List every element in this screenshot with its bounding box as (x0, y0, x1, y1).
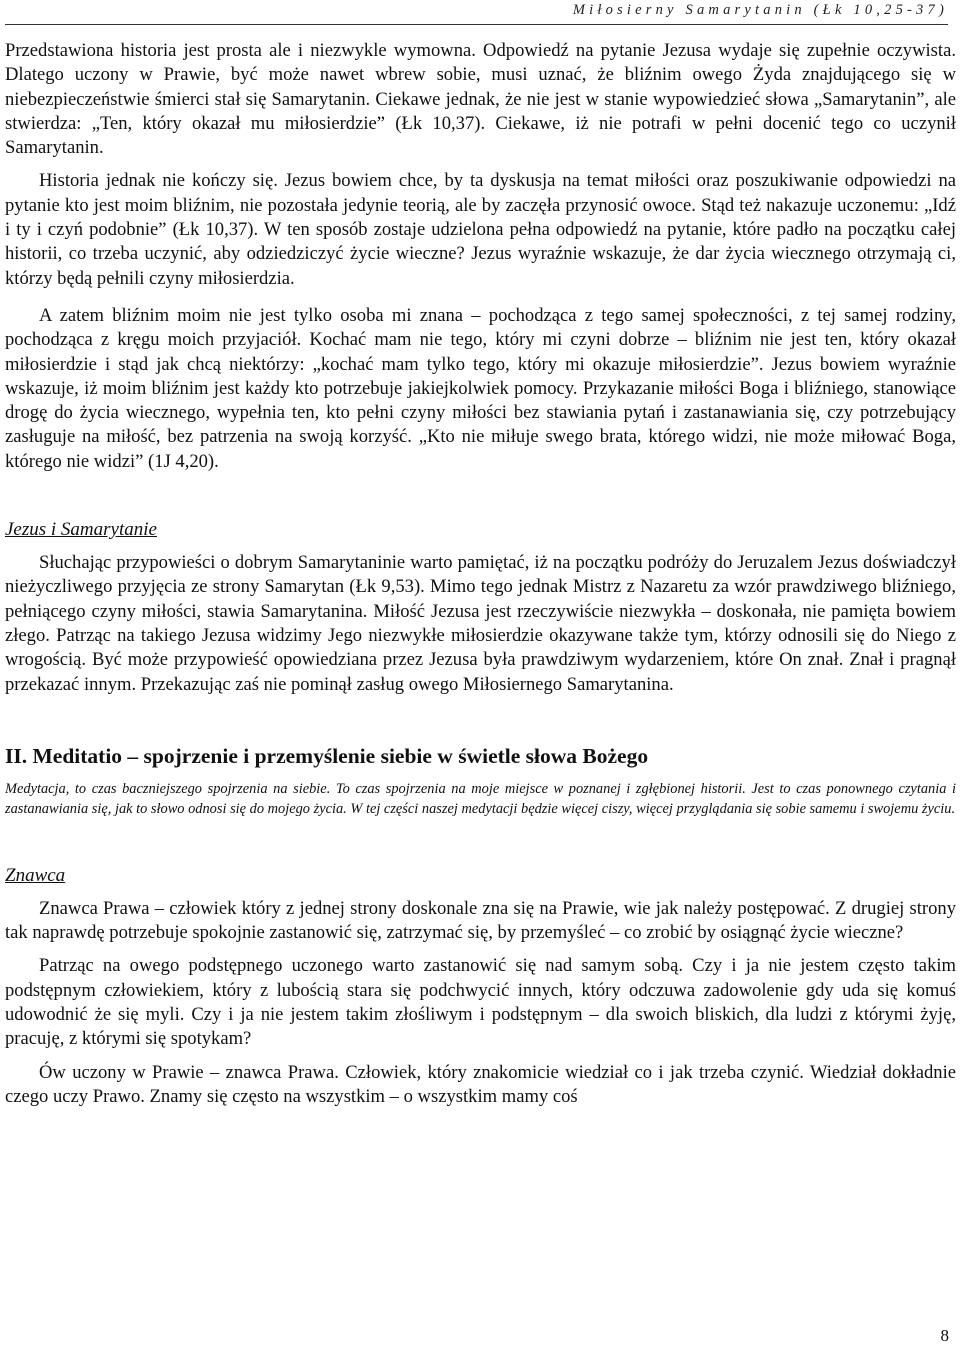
meditatio-intro: Medytacja, to czas baczniejszego spojrzenia na siebie. To czas spojrzenia na moje miejsce w poznanej i zgłębionej historii. Jest to czas ponownego czytania i zastanawiania się, jak to słowo odnosi się do mojego życia. W tej części naszej medytacji będzie więcej ciszy, więcej przyglądania się sobie samemu i swojemu życiu. (5, 780, 956, 818)
paragraph-jezus-i-samarytanie: Słuchając przypowieści o dobrym Samarytaninie warto pamiętać, iż na początku podróży do Jeruzalem Jezus doświadczył nieżyczliwego przyjęcia ze strony Samarytan (Łk 9,53). Mimo tego jednak Mistrz z Nazaretu za wzór prawdziwego bliźniego, pełniącego czyny miłości, stawia Samarytanina. Miłość Jezusa jest rzeczywiście niezwykła – doskonała, nie pamięta bowiem złego. Patrząc na takiego Jezusa widzimy Jego niezwykłe miłosierdzie okazywane także tym, którzy odnosili się do Niego z wrogością. Być może przypowieść opowiedziana przez Jezusa była prawdziwym wydarzeniem, które On znał. Znał i pragnął przekazać innym. Przekazując zaś nie pominął zasług owego Miłosiernego Samarytanina. (5, 552, 956, 695)
page-content (5, 39, 956, 1109)
paragraph-blizni: A zatem bliźnim moim nie jest tylko osoba mi znana – pochodząca z tego samej społeczności, z tej samej rodziny, pochodząca z kręgu moich przyjaciół. Kochać mam nie tego, który mi czyni dobrze – bliźnim nie jest ten, który okazał miłosierdzie i stąd jak chcą niektórzy: „kochać mam tylko tego, który mi okazuje miłosierdzie”. Jezus bowiem wyraźnie wskazuje, iż moim bliźnim jest każdy kto potrzebuje jakiejkolwiek pomocy. Przykazanie miłości Boga i bliźniego, stanowiące drogę do życia wiecznego, wypełnia ten, kto pełni czyny miłości bez stawiania pytań i zastanawiania się, czy potrzebujący zasługuje na miłość, bez patrzenia na swoją korzyść. „Kto nie miłuje swego brata, którego widzi, nie może miłować Boga, którego nie widzi” (1J 4,20). (5, 304, 956, 472)
page-number: 8 (940, 1326, 949, 1345)
paragraph-intro: Przedstawiona historia jest prosta ale i niezwykle wymowna. Odpowiedź na pytanie Jezusa wydaje się zupełnie oczywista. Dlatego uczony w Prawie, być może nawet wbrew sobie, musi uznać, że bliźnim owego Żyda znajdującego się w niebezpieczeństwie śmierci stał się Samarytanin. Ciekawe jednak, że nie jest w stanie wypowiedzieć słowa „Samarytanin”, ale stwierdza: „Ten, który okazał mu miłosierdzie” (Łk 10,37). Ciekawe, iż nie potrafi w pełni docenić tego co uczynił Samarytanin. (5, 40, 956, 159)
paragraph-znawca-1: Znawca Prawa – człowiek który z jednej strony doskonale zna się na Prawie, wie jak należy postępować. Z drugiej strony tak naprawdę potrzebuje spokojnie zastanowić się, zatrzymać się, by przemyśleć – co zrobić by osiągnąć życie wieczne? (5, 897, 956, 944)
section-title-jezus-i-samarytanie: Jezus i Samarytanie (5, 519, 157, 541)
paragraph-znawca-3: Ów uczony w Prawie – znawca Prawa. Człowiek, który znakomicie wiedział co i jak trzeba czynić. Wiedział dokładnie czego uczy Prawo. Znamy się często na wszystkim – o wszystkim mamy coś (5, 1061, 956, 1107)
running-header-title: Miłosierny Samarytanin (Łk 10,25-37) (572, 2, 948, 18)
header-rule (5, 24, 948, 25)
section-title-znawca: Znawca (5, 864, 66, 886)
paragraph-historia: Historia jednak nie kończy się. Jezus bowiem chce, by ta dyskusja na temat miłości oraz poszukiwanie odpowiedzi na pytanie kto jest moim bliźnim, nie pozostała jedynie teorią, ale by zaczęła przynosić owoce. Stąd też nakazuje uczonemu: „Idź i ty i czyń podobnie” (Łk 10,37). W ten sposób zostaje udzielona pełna odpowiedź na pytanie, które padło na początku całej historii, co trzeba uczynić, aby odziedziczyć życie wieczne? Jezus wyraźnie wskazuje, że dar życia wiecznego otrzymają ci, którzy będą pełnili czyny miłosierdzia. (5, 170, 956, 289)
paragraph-znawca-2: Patrząc na owego podstępnego uczonego warto zastanowić się nad samym sobą. Czy i ja nie jestem często takim podstępnym człowiekiem, który z lubością stara się podchwycić innych, który odczuwa zadowolenie gdy uda się komuś udowodnić że się myli. Czy i ja nie jestem takim złośliwym i podstępnym – dla swoich bliskich, dla ludzi z którymi żyję, pracuję, z którymi się spotykam? (5, 955, 956, 1050)
chapter-title-meditatio: II. Meditatio – spojrzenie i przemyślenie siebie w świetle słowa Bożego (5, 743, 649, 768)
